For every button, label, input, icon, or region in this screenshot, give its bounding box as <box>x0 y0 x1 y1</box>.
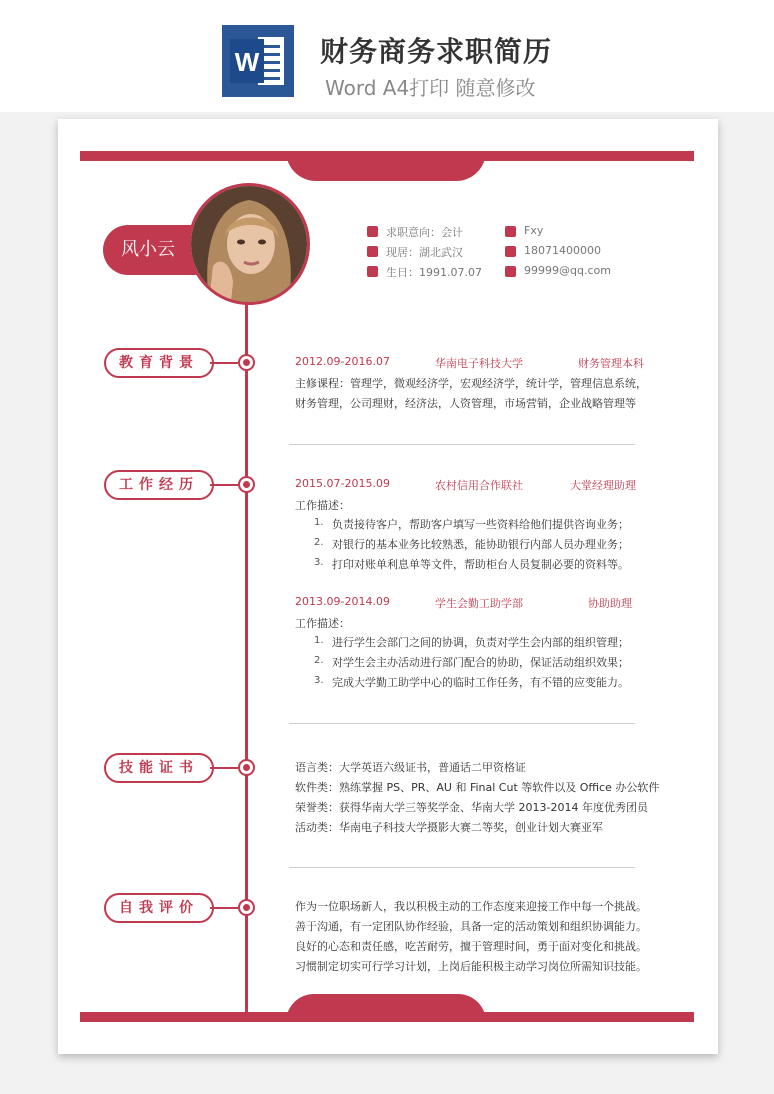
list-number: 3. <box>314 675 324 686</box>
user-icon <box>367 226 378 237</box>
job-item: 对学生会主办活动进行部门配合的协助，保证活动组织效果； <box>332 656 629 669</box>
location-text: 现居：湖北武汉 <box>386 246 463 259</box>
bottom-tab <box>286 994 486 1022</box>
section-title-work: 工作经历 <box>104 470 214 500</box>
timeline-dot <box>238 899 255 916</box>
location-icon <box>367 246 378 257</box>
job-item: 进行学生会部门之间的协调，负责对学生会内部的组织管理； <box>332 636 629 649</box>
job-item: 对银行的基本业务比较熟悉，能协助银行内部人员办理业务； <box>332 538 629 551</box>
job-org: 学生会勤工助学部 <box>435 597 523 610</box>
resume-page <box>58 119 718 1054</box>
section-title-education: 教育背景 <box>104 348 214 378</box>
connector <box>210 767 238 769</box>
connector <box>210 484 238 486</box>
word-icon-letter: W <box>234 47 260 77</box>
calendar-icon <box>367 266 378 277</box>
skill-line: 荣誉类：获得华南大学三等奖学金、华南大学 2013-2014 年度优秀团员 <box>295 801 648 814</box>
list-number: 3. <box>314 557 324 568</box>
header-banner <box>0 0 774 112</box>
section-title-self: 自我评价 <box>104 893 214 923</box>
divider <box>289 444 635 445</box>
avatar <box>188 183 310 305</box>
section-title-skills: 技能证书 <box>104 753 214 783</box>
email-icon <box>505 266 516 277</box>
job-period: 2015.07-2015.09 <box>295 477 390 490</box>
edu-major: 财务管理本科 <box>578 357 644 370</box>
header-title: 财务商务求职简历 <box>320 35 553 68</box>
chat-icon <box>505 226 516 237</box>
timeline-dot <box>238 759 255 776</box>
self-line: 良好的心态和责任感，吃苦耐劳，擅于管理时间，勇于面对变化和挑战。 <box>295 940 647 953</box>
connector <box>210 907 238 909</box>
divider <box>289 723 635 724</box>
job-period: 2013.09-2014.09 <box>295 595 390 608</box>
job-desc-label: 工作描述： <box>295 499 350 512</box>
top-tab <box>286 151 486 181</box>
word-icon <box>222 25 294 97</box>
job-org: 农村信用合作联社 <box>435 479 523 492</box>
edu-line: 财务管理，公司理财，经济法，人资管理，市场营销，企业战略管理等 <box>295 397 636 410</box>
job-item: 负责接待客户，帮助客户填写一些资料给他们提供咨询业务； <box>332 518 629 531</box>
email-text: 99999@qq.com <box>524 264 611 277</box>
list-number: 2. <box>314 537 324 548</box>
divider <box>289 867 635 868</box>
social-text: Fxy <box>524 224 544 237</box>
job-item: 打印对账单利息单等文件，帮助柜台人员复制必要的资料等。 <box>332 558 629 571</box>
phone-text: 18071400000 <box>524 244 601 257</box>
skill-line: 软件类：熟练掌握 PS、PR、AU 和 Final Cut 等软件以及 Office 办公软件 <box>295 781 660 794</box>
skill-line: 活动类：华南电子科技大学摄影大赛二等奖，创业计划大赛亚军 <box>295 821 603 834</box>
job-role: 协助助理 <box>588 597 632 610</box>
list-number: 1. <box>314 517 324 528</box>
list-number: 1. <box>314 635 324 646</box>
self-line: 习惯制定切实可行学习计划，上岗后能积极主动学习岗位所需知识技能。 <box>295 960 647 973</box>
timeline-dot <box>238 354 255 371</box>
avatar-portrait <box>191 186 307 302</box>
edu-school: 华南电子科技大学 <box>435 357 523 370</box>
skill-line: 语言类：大学英语六级证书，普通话二甲资格证 <box>295 761 526 774</box>
self-line: 善于沟通，有一定团队协作经验，具备一定的活动策划和组织协调能力。 <box>295 920 647 933</box>
name-badge: 风小云 <box>103 225 243 275</box>
timeline-dot <box>238 476 255 493</box>
connector <box>210 362 238 364</box>
objective-text: 求职意向：会计 <box>386 226 463 239</box>
job-role: 大堂经理助理 <box>570 479 636 492</box>
edu-line: 主修课程：管理学，微观经济学，宏观经济学，统计学，管理信息系统， <box>295 377 647 390</box>
phone-icon <box>505 246 516 257</box>
job-item: 完成大学勤工助学中心的临时工作任务，有不错的应变能力。 <box>332 676 629 689</box>
header-subtitle: Word A4打印 随意修改 <box>325 76 536 100</box>
self-line: 作为一位职场新人，我以积极主动的工作态度来迎接工作中每一个挑战。 <box>295 900 647 913</box>
birth-text: 生日：1991.07.07 <box>386 266 482 279</box>
list-number: 2. <box>314 655 324 666</box>
job-desc-label: 工作描述： <box>295 617 350 630</box>
edu-period: 2012.09-2016.07 <box>295 355 390 368</box>
